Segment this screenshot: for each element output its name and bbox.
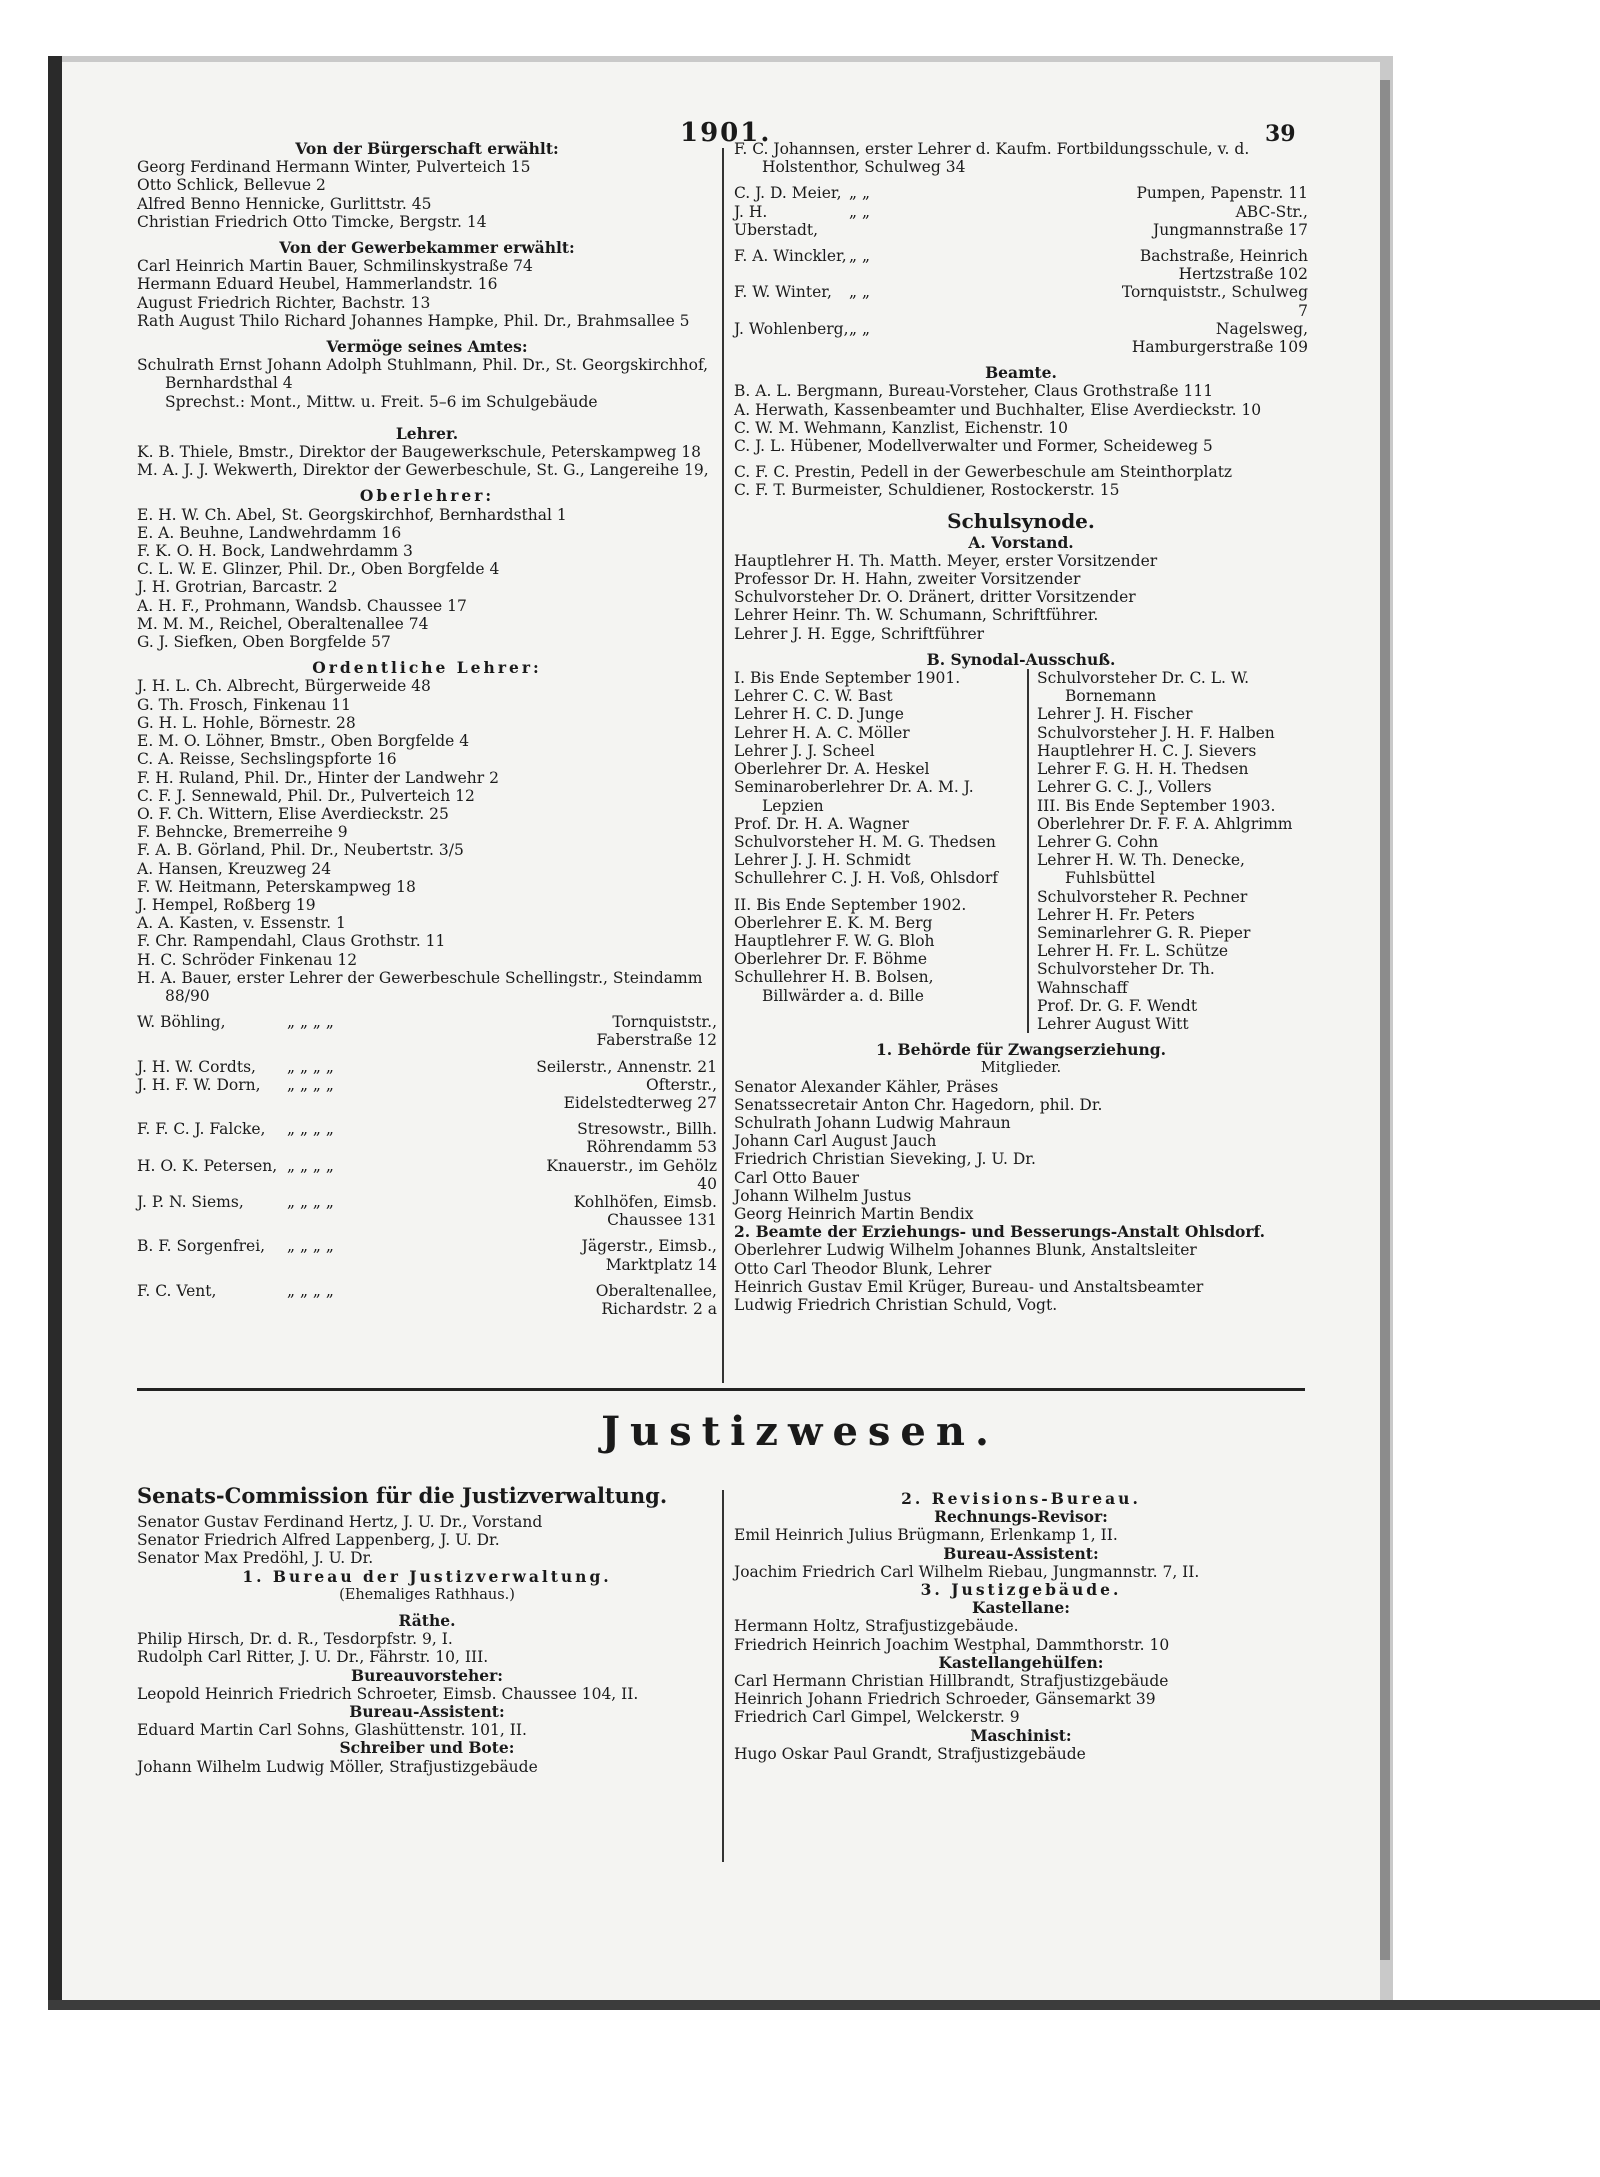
page-edge-shadow bbox=[1380, 80, 1390, 1960]
table-row: H. O. K. Petersen, „ „ „ „ Knauerstr., im Gehölz 40 bbox=[137, 1156, 717, 1193]
list-item: C. A. Reisse, Sechslingspforte 16 bbox=[137, 750, 397, 769]
list-item: C. L. W. E. Glinzer, Phil. Dr., Oben Borgfelde 4 bbox=[137, 560, 500, 579]
table-row: J. P. N. Siems, „ „ „ „ Kohlhöfen, Eimsb. Chaussee 131 bbox=[137, 1192, 717, 1230]
list-item: Lehrer J. H. Fischer bbox=[1037, 705, 1193, 724]
list-item: J. H. L. Ch. Albrecht, Bürgerweide 48 bbox=[137, 677, 431, 696]
list-item: Prof. Dr. G. F. Wendt bbox=[1037, 996, 1198, 1015]
list-item: Otto Carl Theodor Blunk, Lehrer bbox=[734, 1259, 992, 1278]
list-item: F. Behncke, Bremerreihe 9 bbox=[137, 823, 348, 842]
list-item: H. A. Bauer, erster Lehrer der Gewerbeschule Schellingstr., Steindamm 88/90 bbox=[137, 968, 703, 1005]
binding-edge bbox=[48, 56, 62, 2006]
list-item: C. F. T. Burmeister, Schuldiener, Rostockerstr. 15 bbox=[734, 481, 1120, 500]
section-heading: Lehrer. bbox=[395, 423, 459, 443]
list-item: Lehrer H. W. Th. Denecke, Fuhlsbüttel bbox=[1037, 851, 1245, 888]
list-item: O. F. Ch. Wittern, Elise Averdieckstr. 25 bbox=[137, 804, 449, 823]
list-item: C. J. L. Hübener, Modellverwalter und Former, Scheideweg 5 bbox=[734, 437, 1213, 456]
page-number: 39 bbox=[1265, 121, 1296, 147]
section-heading: Ordentliche Lehrer: bbox=[312, 658, 542, 678]
list-item: F. Chr. Rampendahl, Claus Grothstr. 11 bbox=[137, 932, 446, 951]
table-row: W. Böhling, „ „ „ „ Tornquiststr., Faberstraße 12 bbox=[137, 1013, 717, 1050]
list-item: Lehrer C. C. W. Bast bbox=[734, 687, 893, 706]
list-item: A. Herwath, Kassenbeamter und Buchhalter, Elise Averdieckstr. 10 bbox=[734, 400, 1262, 419]
list-item: Heinrich Gustav Emil Krüger, Bureau- und Anstaltsbeamter bbox=[734, 1277, 1204, 1296]
list-item: M. A. J. J. Wekwerth, Direktor der Gewerbeschule, St. G., Langereihe 19, bbox=[137, 461, 709, 480]
list-item: Schulrath Johann Ludwig Mahraun bbox=[734, 1113, 1011, 1132]
section-heading: Kastellangehülfen: bbox=[938, 1652, 1104, 1672]
list-item: Carl Otto Bauer bbox=[734, 1168, 860, 1187]
list-item: Seminarlehrer G. R. Pieper bbox=[1037, 923, 1251, 942]
list-item: Johann Wilhelm Ludwig Möller, Strafjustizgebäude bbox=[137, 1757, 538, 1776]
list-item: Lehrer H. A. C. Möller bbox=[734, 723, 910, 742]
list-item: F. W. Heitmann, Peterskampweg 18 bbox=[137, 877, 416, 896]
justiz-left-column bbox=[137, 1483, 717, 1776]
section-heading: Kastellane: bbox=[972, 1598, 1070, 1618]
list-item: Hauptlehrer F. W. G. Bloh bbox=[734, 931, 935, 950]
list-item: E. H. W. Ch. Abel, St. Georgskirchhof, Bernhardsthal 1 bbox=[137, 505, 567, 524]
table-row: J. H. Uberstadt, „ „ ABC-Str., Jungmannstraße 17 bbox=[734, 202, 1308, 239]
section-heading: 1. Behörde für Zwangserziehung. bbox=[875, 1040, 1167, 1060]
page-title: Justizwesen. bbox=[601, 1408, 999, 1455]
list-item: Lehrer J. H. Egge, Schriftführer bbox=[734, 624, 985, 643]
left-column bbox=[137, 140, 717, 1318]
list-item: Hermann Holtz, Strafjustizgebäude. bbox=[734, 1617, 1019, 1636]
section-heading: Räthe. bbox=[398, 1611, 456, 1631]
section-heading: Schreiber und Bote: bbox=[339, 1738, 515, 1758]
list-item: Ludwig Friedrich Christian Schuld, Vogt. bbox=[734, 1295, 1058, 1314]
list-item: Senator Gustav Ferdinand Hertz, J. U. Dr., Vorstand bbox=[137, 1513, 543, 1531]
list-item: Friedrich Carl Gimpel, Welckerstr. 9 bbox=[734, 1708, 1020, 1727]
office-hours: Sprechst.: Mont., Mittw. u. Freit. 5–6 im Schulgebäude bbox=[165, 392, 598, 411]
section-heading: B. Synodal-Ausschuß. bbox=[926, 649, 1116, 669]
list-item: Schullehrer H. B. Bolsen, Billwärder a. d. Bille bbox=[734, 968, 934, 1005]
list-item: G. Th. Frosch, Finkenau 11 bbox=[137, 695, 351, 714]
list-item: Oberlehrer Dr. F. F. A. Ahlgrimm bbox=[1037, 814, 1293, 833]
list-item: H. C. Schröder Finkenau 12 bbox=[137, 950, 358, 969]
list-item: Carl Heinrich Martin Bauer, Schmilinskystraße 74 bbox=[137, 257, 533, 276]
list-item: Oberlehrer Dr. A. Heskel bbox=[734, 760, 930, 779]
table-row: C. J. D. Meier, „ „ Pumpen, Papenstr. 11 bbox=[734, 184, 1308, 203]
table-row: J. H. W. Cordts, „ „ „ „ Seilerstr., Annenstr. 21 bbox=[137, 1057, 717, 1076]
table-row: B. F. Sorgenfrei, „ „ „ „ Jägerstr., Eimsb., Marktplatz 14 bbox=[137, 1237, 717, 1274]
list-item: Lehrer G. C. J., Vollers bbox=[1037, 778, 1212, 797]
list-item: Lehrer J. J. H. Schmidt bbox=[734, 851, 911, 870]
table-row: F. C. Vent, „ „ „ „ Oberaltenallee, Richardstr. 2 a bbox=[137, 1281, 717, 1318]
list-item: I. Bis Ende September 1901. bbox=[734, 669, 961, 688]
list-item: Philip Hirsch, Dr. d. R., Tesdorpfstr. 9, I. bbox=[137, 1630, 453, 1649]
list-item: Schulvorsteher H. M. G. Thedsen bbox=[734, 832, 996, 851]
list-item: Schullehrer C. J. H. Voß, Ohlsdorf bbox=[734, 869, 998, 888]
list-item: F. C. Johannsen, erster Lehrer d. Kaufm. Fortbildungsschule, v. d. Holstenthor, Schulweg 34 bbox=[734, 140, 1250, 177]
list-item: F. H. Ruland, Phil. Dr., Hinter der Landwehr 2 bbox=[137, 768, 499, 787]
list-item: Hauptlehrer H. Th. Matth. Meyer, erster Vorsitzender bbox=[734, 551, 1158, 570]
list-item: F. A. B. Görland, Phil. Dr., Neubertstr. 3/5 bbox=[137, 841, 464, 860]
section-heading: Von der Gewerbekammer erwählt: bbox=[279, 238, 575, 258]
section-rule bbox=[137, 1388, 1305, 1391]
scan-bottom-edge bbox=[48, 2000, 1600, 2010]
section-heading: Beamte. bbox=[985, 363, 1057, 383]
section-subheading: Mitglieder. bbox=[980, 1060, 1062, 1077]
list-item: C. F. C. Prestin, Pedell in der Gewerbeschule am Steinthorplatz bbox=[734, 463, 1233, 482]
section-heading: Bureauvorsteher: bbox=[351, 1665, 503, 1685]
table-row: J. Wohlenberg, „ „ Nagelsweg, Hamburgerstraße 109 bbox=[734, 319, 1308, 357]
list-item: Otto Schlick, Bellevue 2 bbox=[137, 176, 326, 195]
list-item: Hugo Oskar Paul Grandt, Strafjustizgebäude bbox=[734, 1744, 1086, 1763]
list-item: Schulvorsteher Dr. C. L. W. Bornemann bbox=[1037, 669, 1250, 706]
list-item: B. A. L. Bergmann, Bureau-Vorsteher, Claus Grothstraße 111 bbox=[734, 382, 1214, 401]
right-column bbox=[734, 140, 1308, 1314]
list-item: Johann Carl August Jauch bbox=[734, 1132, 937, 1151]
list-item: C. W. M. Wehmann, Kanzlist, Eichenstr. 10 bbox=[734, 418, 1069, 437]
list-item: F. K. O. H. Bock, Landwehrdamm 3 bbox=[137, 542, 413, 561]
list-item: Schulvorsteher R. Pechner bbox=[1037, 887, 1248, 906]
list-item: G. H. L. Hohle, Börnestr. 28 bbox=[137, 713, 356, 732]
commission-heading: Senats-Commission für die Justizverwaltung. bbox=[137, 1483, 668, 1508]
list-item: Schulvorsteher J. H. F. Halben bbox=[1037, 723, 1275, 742]
list-item: E. M. O. Löhner, Bmstr., Oben Borgfelde 4 bbox=[137, 732, 470, 751]
list-item: Friedrich Heinrich Joachim Westphal, Dammthorstr. 10 bbox=[734, 1635, 1170, 1654]
section-heading: Maschinist: bbox=[970, 1725, 1072, 1745]
section-heading: Bureau-Assistent: bbox=[943, 1543, 1099, 1563]
committee-table bbox=[734, 669, 1308, 1033]
list-item: Hauptlehrer H. C. J. Sievers bbox=[1037, 741, 1257, 760]
list-item: Senator Friedrich Alfred Lappenberg, J. U. Dr. bbox=[137, 1531, 500, 1550]
list-item: Joachim Friedrich Carl Wilhelm Riebau, Jungmannstr. 7, II. bbox=[734, 1562, 1200, 1581]
list-item: A. A. Kasten, v. Essenstr. 1 bbox=[137, 914, 346, 933]
column-divider bbox=[722, 1490, 724, 1862]
table-row: J. H. F. W. Dorn, „ „ „ „ Ofterstr., Eidelstedterweg 27 bbox=[137, 1075, 717, 1112]
table-row: F. W. Winter, „ „ Tornquiststr., Schulweg 7 bbox=[734, 283, 1308, 320]
list-item: Lehrer H. Fr. Peters bbox=[1037, 905, 1195, 924]
list-item: III. Bis Ende September 1903. bbox=[1037, 796, 1276, 815]
section-subheading: (Ehemaliges Rathhaus.) bbox=[339, 1586, 515, 1603]
list-item: Lehrer F. G. H. H. Thedsen bbox=[1037, 760, 1249, 779]
list-item: Eduard Martin Carl Sohns, Glashüttenstr. 101, II. bbox=[137, 1721, 527, 1740]
running-header-year: 1901. bbox=[680, 118, 772, 148]
list-item: Rath August Thilo Richard Johannes Hampke, Phil. Dr., Brahmsallee 5 bbox=[137, 311, 690, 330]
list-item: Georg Ferdinand Hermann Winter, Pulverteich 15 bbox=[137, 158, 531, 177]
list-item: Lehrer J. J. Scheel bbox=[734, 741, 875, 760]
list-item: Johann Wilhelm Justus bbox=[734, 1186, 912, 1205]
list-item: Professor Dr. H. Hahn, zweiter Vorsitzender bbox=[734, 570, 1081, 589]
list-item: Seminaroberlehrer Dr. A. M. J. Lepzien bbox=[734, 778, 974, 815]
list-item: Schulvorsteher Dr. Th. Wahnschaff bbox=[1037, 960, 1215, 997]
section-heading: 2. Revisions-Bureau. bbox=[901, 1489, 1141, 1508]
list-item: Hermann Eduard Heubel, Hammerlandstr. 16 bbox=[137, 275, 498, 294]
list-item: A. H. F., Prohmann, Wandsb. Chaussee 17 bbox=[137, 596, 467, 615]
list-item: C. F. J. Sennewald, Phil. Dr., Pulverteich 12 bbox=[137, 786, 475, 805]
list-item: G. J. Siefken, Oben Borgfelde 57 bbox=[137, 633, 391, 652]
section-title: Schulsynode. bbox=[947, 508, 1095, 533]
list-item: II. Bis Ende September 1902. bbox=[734, 895, 967, 914]
list-item: Friedrich Christian Sieveking, J. U. Dr. bbox=[734, 1150, 1036, 1169]
list-item: Senator Max Predöhl, J. U. Dr. bbox=[137, 1549, 374, 1568]
section-heading: Vermöge seines Amtes: bbox=[326, 337, 528, 357]
list-item: Lehrer August Witt bbox=[1037, 1014, 1189, 1033]
list-item: M. M. M., Reichel, Oberaltenallee 74 bbox=[137, 614, 429, 633]
list-item: Heinrich Johann Friedrich Schroeder, Gänsemarkt 39 bbox=[734, 1690, 1156, 1709]
list-item: Oberlehrer E. K. M. Berg bbox=[734, 913, 933, 932]
list-item: A. Hansen, Kreuzweg 24 bbox=[137, 859, 332, 878]
list-item: Christian Friedrich Otto Timcke, Bergstr. 14 bbox=[137, 212, 487, 231]
list-item: Oberlehrer Ludwig Wilhelm Johannes Blunk, Anstaltsleiter bbox=[734, 1241, 1197, 1260]
list-item: Oberlehrer Dr. F. Böhme bbox=[734, 950, 928, 969]
list-item: Emil Heinrich Julius Brügmann, Erlenkamp 1, II. bbox=[734, 1526, 1118, 1545]
list-item: Schulrath Ernst Johann Adolph Stuhlmann, Phil. Dr., St. Georgskirchhof, Bernhardsthal 4 bbox=[137, 356, 709, 393]
list-item: Alfred Benno Hennicke, Gurlittstr. 45 bbox=[137, 194, 432, 213]
list-item: August Friedrich Richter, Bachstr. 13 bbox=[137, 293, 431, 312]
list-item: J. H. Grotrian, Barcastr. 2 bbox=[137, 578, 338, 597]
list-item: E. A. Beuhne, Landwehrdamm 16 bbox=[137, 523, 402, 542]
list-item: Georg Heinrich Martin Bendix bbox=[734, 1204, 974, 1223]
section-heading: Bureau-Assistent: bbox=[349, 1702, 505, 1722]
section-heading: A. Vorstand. bbox=[968, 532, 1074, 552]
list-item: Senatssecretair Anton Chr. Hagedorn, phil. Dr. bbox=[734, 1095, 1103, 1114]
table-row: F. A. Winckler, „ „ Bachstraße, Heinrich Hertzstraße 102 bbox=[734, 247, 1308, 284]
list-item: Lehrer H. C. D. Junge bbox=[734, 705, 904, 724]
column-divider bbox=[722, 148, 724, 1383]
section-heading: Oberlehrer: bbox=[359, 486, 495, 506]
list-item: Senator Alexander Kähler, Präses bbox=[734, 1077, 999, 1096]
list-item: Lehrer Heinr. Th. W. Schumann, Schriftführer. bbox=[734, 606, 1099, 625]
justiz-right-column bbox=[734, 1490, 1308, 1763]
list-item: Lehrer G. Cohn bbox=[1037, 832, 1159, 851]
list-item: J. Hempel, Roßberg 19 bbox=[137, 895, 316, 914]
list-item: Prof. Dr. H. A. Wagner bbox=[734, 814, 909, 833]
list-item: Lehrer H. Fr. L. Schütze bbox=[1037, 942, 1229, 961]
list-item: Leopold Heinrich Friedrich Schroeter, Eimsb. Chaussee 104, II. bbox=[137, 1684, 639, 1703]
section-heading: 3. Justizgebäude. bbox=[920, 1580, 1122, 1600]
section-heading: 1. Bureau der Justizverwaltung. bbox=[242, 1566, 612, 1586]
list-item: Schulvorsteher Dr. O. Dränert, dritter Vorsitzender bbox=[734, 588, 1136, 607]
list-item: Carl Hermann Christian Hillbrandt, Strafjustizgebäude bbox=[734, 1672, 1169, 1691]
list-item: K. B. Thiele, Bmstr., Direktor der Baugewerkschule, Peterskampweg 18 bbox=[137, 443, 702, 462]
section-heading: Rechnungs-Revisor: bbox=[934, 1507, 1108, 1527]
table-row: F. F. C. J. Falcke, „ „ „ „ Stresowstr., Billh. Röhrendamm 53 bbox=[137, 1120, 717, 1157]
section-heading: Von der Bürgerschaft erwählt: bbox=[295, 139, 559, 158]
section-heading: 2. Beamte der Erziehungs- und Besserungs-Anstalt Ohlsdorf. bbox=[734, 1222, 1266, 1242]
list-item: Rudolph Carl Ritter, J. U. Dr., Fährstr. 10, III. bbox=[137, 1648, 489, 1667]
